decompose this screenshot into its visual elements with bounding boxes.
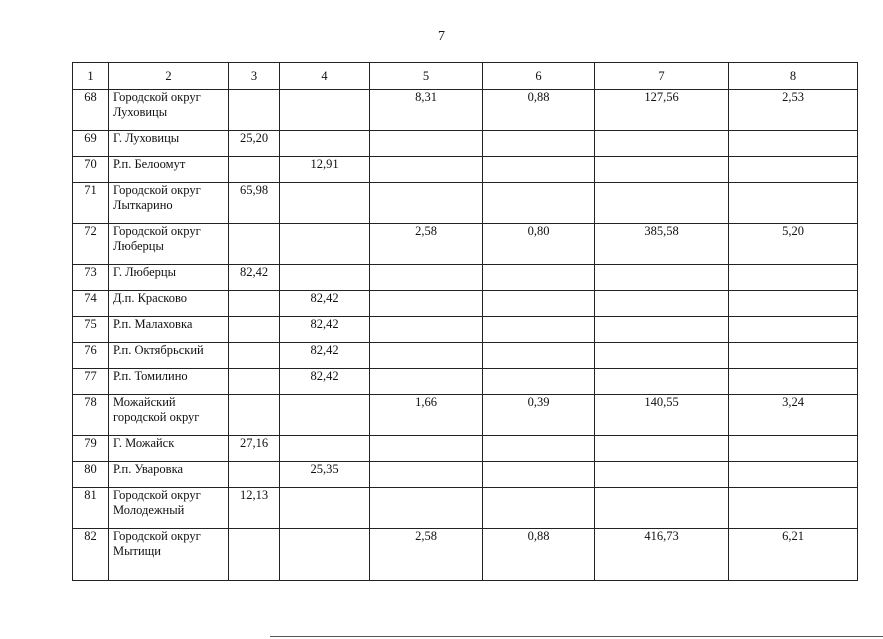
value-cell-col4: 12,91 — [280, 157, 370, 183]
row-number-cell: 71 — [73, 183, 109, 224]
municipality-name-cell: Можайский городской округ — [109, 395, 229, 436]
row-number-cell: 72 — [73, 224, 109, 265]
header-cell: 5 — [370, 63, 483, 90]
value-cell-col6 — [483, 462, 595, 488]
table-row — [73, 529, 858, 581]
table-row — [73, 343, 858, 369]
value-cell-col5: 2,58 — [370, 224, 483, 265]
table-row — [73, 317, 858, 343]
table-body — [73, 63, 858, 581]
value-cell-col6: 0,88 — [483, 529, 595, 581]
value-cell-col3: 65,98 — [229, 183, 280, 224]
value-cell-col8 — [729, 183, 858, 224]
value-cell-col8 — [729, 343, 858, 369]
value-cell-col8 — [729, 291, 858, 317]
municipality-name-cell: Р.п. Томилино — [109, 369, 229, 395]
value-cell-col4 — [280, 395, 370, 436]
municipality-name-cell: Городской округ Луховицы — [109, 90, 229, 131]
value-cell-col8 — [729, 462, 858, 488]
value-cell-col8: 2,53 — [729, 90, 858, 131]
table-row — [73, 369, 858, 395]
value-cell-col7 — [595, 131, 729, 157]
header-cell: 2 — [109, 63, 229, 90]
value-cell-col7 — [595, 317, 729, 343]
header-cell: 8 — [729, 63, 858, 90]
value-cell-col4 — [280, 529, 370, 581]
municipality-name-cell: Городской округ Люберцы — [109, 224, 229, 265]
value-cell-col5 — [370, 369, 483, 395]
value-cell-col4: 82,42 — [280, 291, 370, 317]
value-cell-col8: 6,21 — [729, 529, 858, 581]
value-cell-col7 — [595, 436, 729, 462]
header-cell: 4 — [280, 63, 370, 90]
municipality-name-cell: Г. Можайск — [109, 436, 229, 462]
value-cell-col3 — [229, 395, 280, 436]
value-cell-col7 — [595, 183, 729, 224]
value-cell-col4 — [280, 183, 370, 224]
table-row — [73, 224, 858, 265]
value-cell-col8 — [729, 131, 858, 157]
header-cell: 1 — [73, 63, 109, 90]
value-cell-col4 — [280, 265, 370, 291]
value-cell-col5: 8,31 — [370, 90, 483, 131]
row-number-cell: 74 — [73, 291, 109, 317]
table-header-row — [73, 63, 858, 90]
value-cell-col3 — [229, 157, 280, 183]
row-number-cell: 68 — [73, 90, 109, 131]
data-table — [72, 62, 858, 581]
value-cell-col5 — [370, 291, 483, 317]
value-cell-col4 — [280, 488, 370, 529]
value-cell-col7 — [595, 265, 729, 291]
row-number-cell: 82 — [73, 529, 109, 581]
value-cell-col5 — [370, 343, 483, 369]
value-cell-col8 — [729, 317, 858, 343]
row-number-cell: 77 — [73, 369, 109, 395]
table-row — [73, 157, 858, 183]
value-cell-col5: 1,66 — [370, 395, 483, 436]
value-cell-col4: 82,42 — [280, 369, 370, 395]
value-cell-col3 — [229, 529, 280, 581]
value-cell-col6 — [483, 291, 595, 317]
value-cell-col5 — [370, 462, 483, 488]
value-cell-col6 — [483, 436, 595, 462]
value-cell-col6 — [483, 317, 595, 343]
municipality-name-cell: Р.п. Уваровка — [109, 462, 229, 488]
value-cell-col4: 82,42 — [280, 317, 370, 343]
value-cell-col3: 12,13 — [229, 488, 280, 529]
value-cell-col8 — [729, 436, 858, 462]
value-cell-col4 — [280, 131, 370, 157]
value-cell-col3 — [229, 90, 280, 131]
table-row — [73, 395, 858, 436]
municipality-name-cell: Р.п. Белоомут — [109, 157, 229, 183]
value-cell-col7 — [595, 488, 729, 529]
value-cell-col3: 82,42 — [229, 265, 280, 291]
value-cell-col4 — [280, 224, 370, 265]
value-cell-col6: 0,88 — [483, 90, 595, 131]
value-cell-col6 — [483, 157, 595, 183]
header-cell: 7 — [595, 63, 729, 90]
page-number: 7 — [438, 29, 445, 44]
value-cell-col4 — [280, 90, 370, 131]
value-cell-col3: 25,20 — [229, 131, 280, 157]
municipality-name-cell: Р.п. Октябрьский — [109, 343, 229, 369]
value-cell-col7: 385,58 — [595, 224, 729, 265]
row-number-cell: 75 — [73, 317, 109, 343]
value-cell-col5 — [370, 317, 483, 343]
value-cell-col5 — [370, 131, 483, 157]
header-cell: 3 — [229, 63, 280, 90]
value-cell-col5: 2,58 — [370, 529, 483, 581]
row-number-cell: 78 — [73, 395, 109, 436]
row-number-cell: 70 — [73, 157, 109, 183]
value-cell-col6: 0,80 — [483, 224, 595, 265]
value-cell-col5 — [370, 436, 483, 462]
value-cell-col8 — [729, 488, 858, 529]
value-cell-col7 — [595, 291, 729, 317]
header-cell: 6 — [483, 63, 595, 90]
value-cell-col8: 3,24 — [729, 395, 858, 436]
row-number-cell: 69 — [73, 131, 109, 157]
value-cell-col6 — [483, 488, 595, 529]
value-cell-col7 — [595, 157, 729, 183]
value-cell-col4 — [280, 436, 370, 462]
row-number-cell: 81 — [73, 488, 109, 529]
value-cell-col7: 127,56 — [595, 90, 729, 131]
value-cell-col7: 140,55 — [595, 395, 729, 436]
table-row — [73, 436, 858, 462]
value-cell-col7: 416,73 — [595, 529, 729, 581]
value-cell-col3 — [229, 343, 280, 369]
value-cell-col3 — [229, 291, 280, 317]
table-row — [73, 462, 858, 488]
row-number-cell: 79 — [73, 436, 109, 462]
value-cell-col5 — [370, 157, 483, 183]
value-cell-col8 — [729, 369, 858, 395]
municipality-name-cell: Р.п. Малаховка — [109, 317, 229, 343]
value-cell-col4: 82,42 — [280, 343, 370, 369]
table-row — [73, 291, 858, 317]
row-number-cell: 73 — [73, 265, 109, 291]
value-cell-col8 — [729, 265, 858, 291]
value-cell-col7 — [595, 462, 729, 488]
value-cell-col3: 27,16 — [229, 436, 280, 462]
value-cell-col6: 0,39 — [483, 395, 595, 436]
municipality-name-cell: Г. Луховицы — [109, 131, 229, 157]
page-bottom-rule — [270, 636, 883, 637]
table-row — [73, 131, 858, 157]
value-cell-col8: 5,20 — [729, 224, 858, 265]
municipality-name-cell: Городской округ Лыткарино — [109, 183, 229, 224]
row-number-cell: 76 — [73, 343, 109, 369]
table-row — [73, 265, 858, 291]
value-cell-col4: 25,35 — [280, 462, 370, 488]
value-cell-col5 — [370, 488, 483, 529]
value-cell-col3 — [229, 317, 280, 343]
row-number-cell: 80 — [73, 462, 109, 488]
municipality-name-cell: Городской округ Мытищи — [109, 529, 229, 581]
value-cell-col3 — [229, 369, 280, 395]
value-cell-col5 — [370, 265, 483, 291]
table-row — [73, 488, 858, 529]
table-row — [73, 183, 858, 224]
value-cell-col7 — [595, 369, 729, 395]
value-cell-col6 — [483, 183, 595, 224]
municipality-name-cell: Г. Люберцы — [109, 265, 229, 291]
value-cell-col8 — [729, 157, 858, 183]
value-cell-col7 — [595, 343, 729, 369]
table-row — [73, 90, 858, 131]
municipality-name-cell: Городской округ Молодежный — [109, 488, 229, 529]
value-cell-col3 — [229, 462, 280, 488]
value-cell-col3 — [229, 224, 280, 265]
value-cell-col6 — [483, 343, 595, 369]
municipality-name-cell: Д.п. Красково — [109, 291, 229, 317]
value-cell-col6 — [483, 265, 595, 291]
value-cell-col5 — [370, 183, 483, 224]
value-cell-col6 — [483, 131, 595, 157]
value-cell-col6 — [483, 369, 595, 395]
